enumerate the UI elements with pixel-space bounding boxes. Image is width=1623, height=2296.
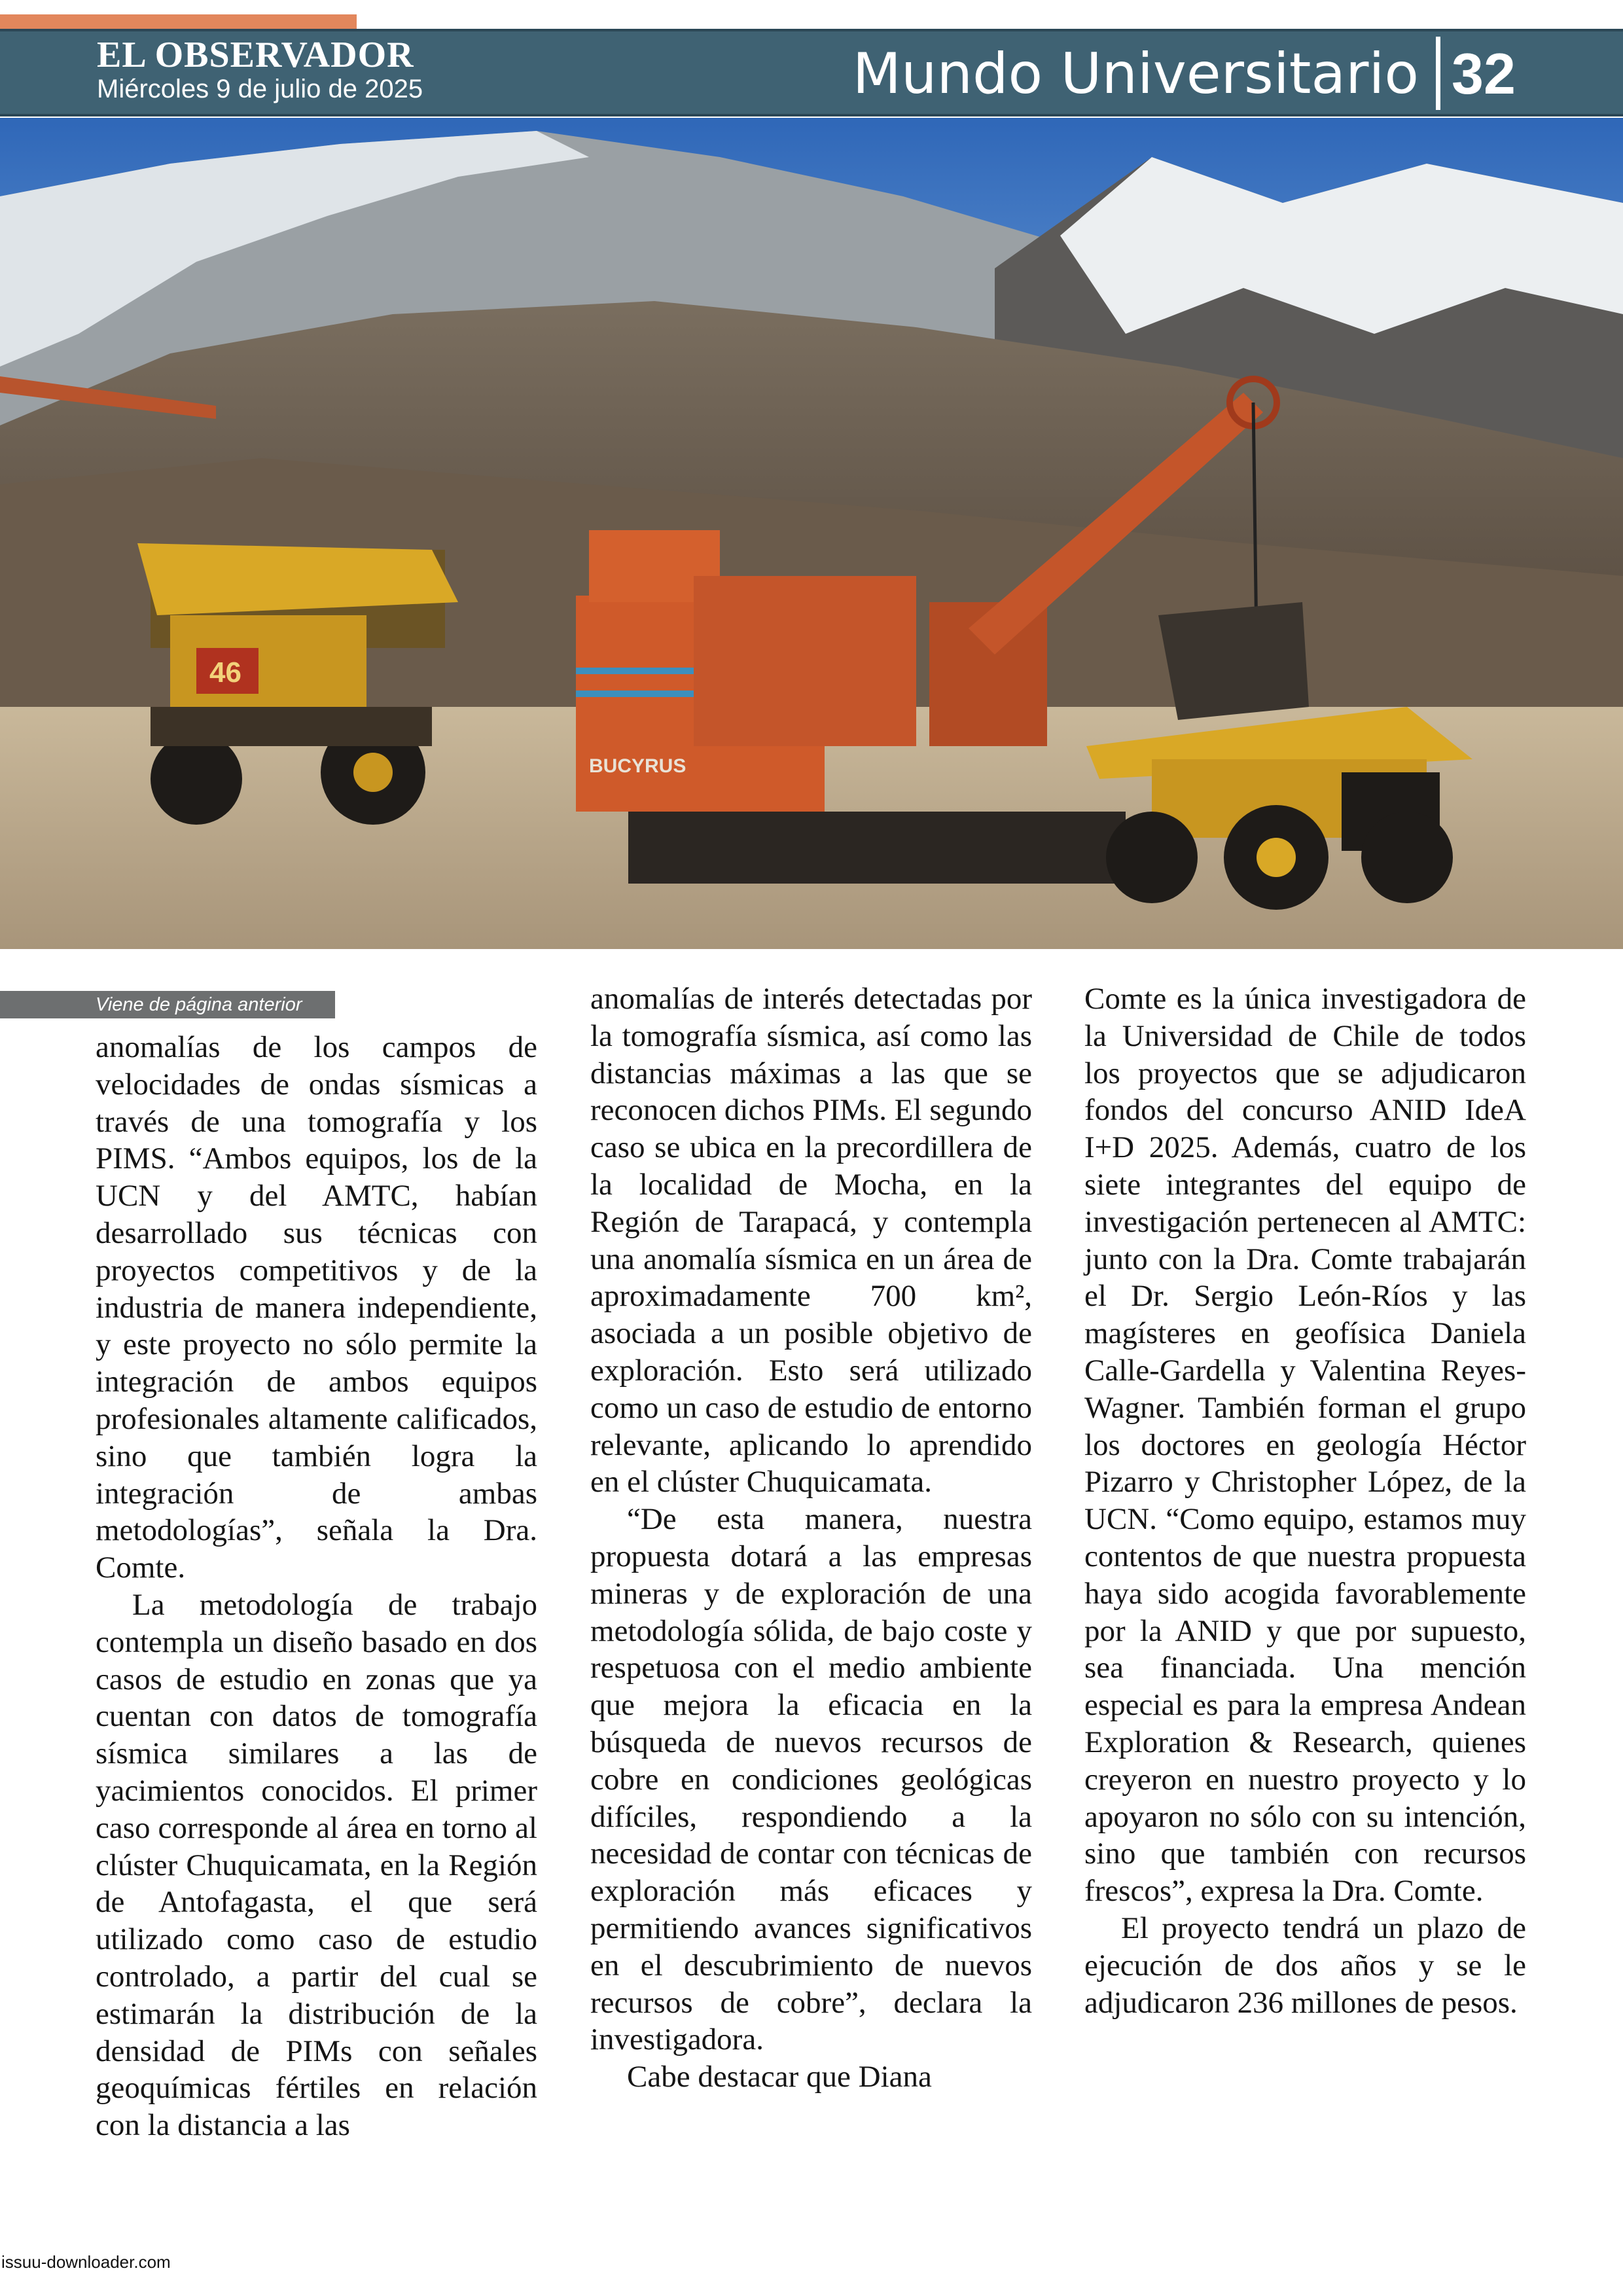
paragraph: Cabe destacar que Diana bbox=[627, 2060, 932, 2094]
paragraph: anomalías de interés detectadas por la tomografía sísmica, así como las distancias máximas a las que se reconocen dichos PIMs. El segundo caso se ubica en la precordillera de la localidad de Mocha, en la Región de Tarapacá, y contempla una anomalía sísmica en un área de aproximadamente 700 km², asociada a un posible objetivo de exploración. Esto será utilizado como un caso de estudio de entorno relevante, aplicando lo aprendido en el clúster Chuquicamata. bbox=[590, 982, 1032, 1499]
header-accent-tab bbox=[0, 14, 357, 29]
masthead: EL OBSERVADOR bbox=[97, 35, 414, 75]
paragraph: El proyecto tendrá un plazo de ejecución de dos años y se le adjudicaron 236 millones de pesos. bbox=[1084, 1910, 1526, 2020]
paragraph: anomalías de los campos de velocidades de ondas sísmicas a través de una tomografía y los PIMS. “Ambos equipos, los de la UCN y del AMTC, habían desarrollado sus técnicas con proyectos competitivos y de la industria de manera independiente, y este proyecto no sólo permite la integración de ambos equipos profesionales altamente calificados, sino que también logra la integración de ambas metodologías”, señala la Dra. Comte. bbox=[96, 1030, 537, 1585]
article-column-3 bbox=[1084, 980, 1526, 2021]
header-divider bbox=[1436, 37, 1440, 110]
section-title: Mundo Universitario bbox=[852, 41, 1419, 107]
paragraph: La metodología de trabajo contempla un diseño basado en dos casos de estudio en zonas que ya cuentan con datos de tomografía sísmica similares a las de yacimientos conocidos. El primer caso corresponde al área en torno al clúster Chuquicamata, en la Región de Antofagasta, el que será utilizado como caso de estudio controlado, a partir del cual se estimarán la distribución de la densidad de PIMs con señales geoquímicas fértiles en relación con la distancia a las bbox=[96, 1587, 537, 2143]
mining-photo bbox=[0, 118, 1623, 949]
shovel-brand: BUCYRUS bbox=[589, 755, 687, 777]
watermark: issuu-downloader.com bbox=[1, 2252, 171, 2272]
article-column-1 bbox=[96, 1029, 537, 2144]
issue-date: Miércoles 9 de julio de 2025 bbox=[97, 75, 423, 103]
article-column-2 bbox=[590, 980, 1032, 2096]
paragraph: Comte es la única investigadora de la Universidad de Chile de todos los proyectos que se adjudicaron fondos del concurso ANID IdeA I+D 2025. Además, cuatro de los siete integrantes del equipo de investigación pertenecen al AMTC: junto con la Dra. Comte trabajarán el Dr. Sergio León-Ríos y las magísteres en geofísica Daniela Calle-Gardella y Valentina Reyes-Wagner. También forman el grupo los doctores en geología Héctor Pizarro y Christopher López, de la UCN. “Como equipo, estamos muy contentos de que nuestra propuesta haya sido acogida favorablemente por la ANID y que por supuesto, sea financiada. Una mención especial es para la empresa Andean Exploration & Research, quienes creyeron en nuestro proyecto y lo apoyaron no sólo con su intención, sino que también con recursos frescos”, expresa la Dra. Comte. bbox=[1084, 982, 1526, 1909]
paragraph: “De esta manera, nuestra propuesta dotará a las empresas mineras y de exploración de una metodología sólida, de bajo coste y respetuosa con el medio ambiente que mejora la eficacia en la búsqueda de nuevos recursos de cobre en condiciones geológicas difíciles, respondiendo a la necesidad de contar con técnicas de exploración más eficaces y permitiendo avances significativos en el descubrimiento de nuevos recursos de cobre”, declara la investigadora. bbox=[590, 1502, 1032, 2057]
page-number: 32 bbox=[1452, 41, 1516, 106]
continued-label: Viene de página anterior bbox=[0, 991, 335, 1018]
truck-number: 46 bbox=[209, 656, 241, 689]
